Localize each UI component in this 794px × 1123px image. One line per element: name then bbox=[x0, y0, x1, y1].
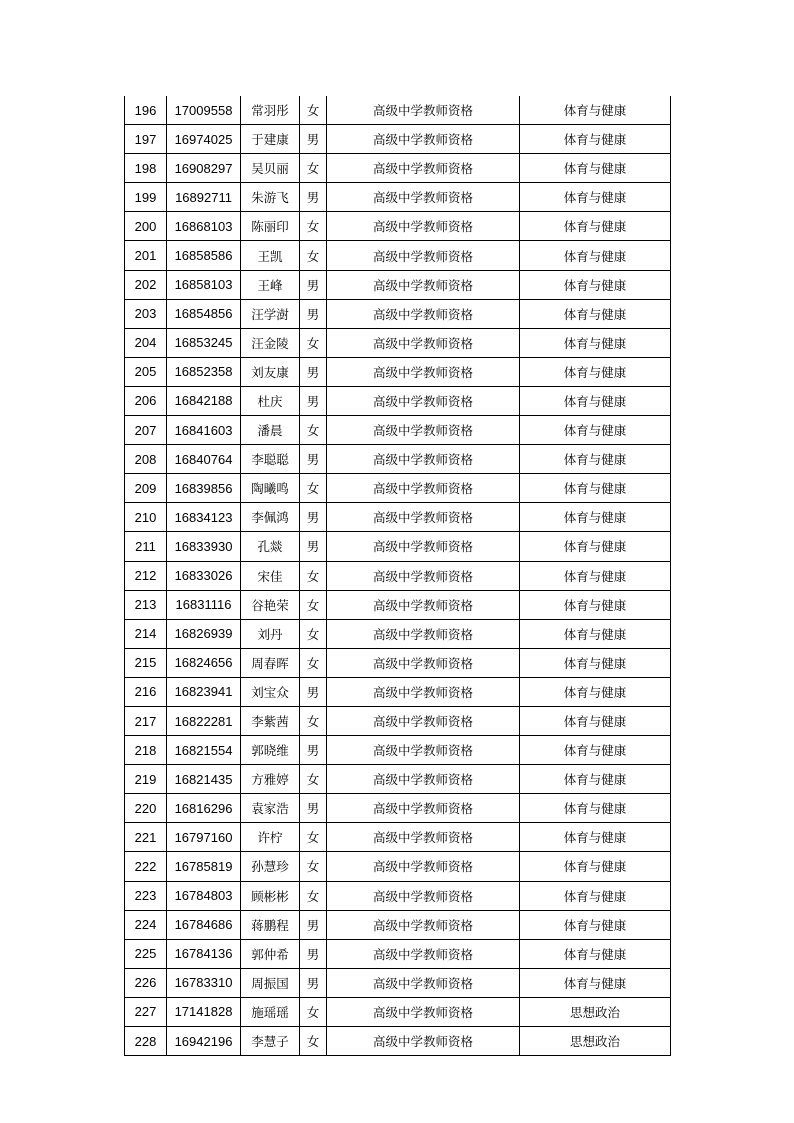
candidate-id-cell: 16852358 bbox=[167, 357, 241, 386]
candidate-id-cell: 16821554 bbox=[167, 736, 241, 765]
subject-cell: 体育与健康 bbox=[520, 299, 671, 328]
subject-cell: 体育与健康 bbox=[520, 590, 671, 619]
candidate-id-cell: 16784686 bbox=[167, 910, 241, 939]
table-row bbox=[125, 125, 671, 154]
candidate-id-cell: 16841603 bbox=[167, 416, 241, 445]
qualification-cell: 高级中学教师资格 bbox=[327, 561, 520, 590]
table-row bbox=[125, 968, 671, 997]
subject-cell: 体育与健康 bbox=[520, 852, 671, 881]
table-row bbox=[125, 794, 671, 823]
gender-cell: 男 bbox=[300, 270, 327, 299]
candidate-id-cell: 16974025 bbox=[167, 125, 241, 154]
candidate-id-cell: 16858586 bbox=[167, 241, 241, 270]
seq-cell: 210 bbox=[125, 503, 167, 532]
gender-cell: 女 bbox=[300, 416, 327, 445]
subject-cell: 体育与健康 bbox=[520, 532, 671, 561]
candidate-id-cell: 16823941 bbox=[167, 677, 241, 706]
name-cell: 许柠 bbox=[241, 823, 300, 852]
candidate-id-cell: 16833930 bbox=[167, 532, 241, 561]
qualification-cell: 高级中学教师资格 bbox=[327, 445, 520, 474]
subject-cell: 体育与健康 bbox=[520, 939, 671, 968]
gender-cell: 男 bbox=[300, 125, 327, 154]
subject-cell: 体育与健康 bbox=[520, 474, 671, 503]
subject-cell: 体育与健康 bbox=[520, 357, 671, 386]
seq-cell: 226 bbox=[125, 968, 167, 997]
name-cell: 顾彬彬 bbox=[241, 881, 300, 910]
gender-cell: 女 bbox=[300, 328, 327, 357]
seq-cell: 219 bbox=[125, 765, 167, 794]
table-row bbox=[125, 765, 671, 794]
name-cell: 潘晨 bbox=[241, 416, 300, 445]
gender-cell: 男 bbox=[300, 299, 327, 328]
table-row bbox=[125, 852, 671, 881]
name-cell: 李紫茜 bbox=[241, 706, 300, 735]
name-cell: 李佩鸿 bbox=[241, 503, 300, 532]
roster-body bbox=[125, 96, 671, 1056]
qualification-cell: 高级中学教师资格 bbox=[327, 939, 520, 968]
table-row bbox=[125, 561, 671, 590]
qualification-cell: 高级中学教师资格 bbox=[327, 125, 520, 154]
name-cell: 孔燚 bbox=[241, 532, 300, 561]
seq-cell: 197 bbox=[125, 125, 167, 154]
candidate-id-cell: 16821435 bbox=[167, 765, 241, 794]
qualification-cell: 高级中学教师资格 bbox=[327, 648, 520, 677]
qualification-cell: 高级中学教师资格 bbox=[327, 997, 520, 1026]
gender-cell: 女 bbox=[300, 561, 327, 590]
seq-cell: 215 bbox=[125, 648, 167, 677]
subject-cell: 体育与健康 bbox=[520, 881, 671, 910]
subject-cell: 体育与健康 bbox=[520, 823, 671, 852]
name-cell: 刘友康 bbox=[241, 357, 300, 386]
gender-cell: 男 bbox=[300, 794, 327, 823]
table-row bbox=[125, 474, 671, 503]
seq-cell: 201 bbox=[125, 241, 167, 270]
gender-cell: 女 bbox=[300, 997, 327, 1026]
gender-cell: 男 bbox=[300, 968, 327, 997]
qualification-cell: 高级中学教师资格 bbox=[327, 212, 520, 241]
candidate-id-cell: 16942196 bbox=[167, 1027, 241, 1056]
gender-cell: 女 bbox=[300, 154, 327, 183]
seq-cell: 209 bbox=[125, 474, 167, 503]
seq-cell: 222 bbox=[125, 852, 167, 881]
name-cell: 周春晖 bbox=[241, 648, 300, 677]
qualification-cell: 高级中学教师资格 bbox=[327, 270, 520, 299]
table-row bbox=[125, 881, 671, 910]
name-cell: 刘丹 bbox=[241, 619, 300, 648]
candidate-id-cell: 16824656 bbox=[167, 648, 241, 677]
seq-cell: 205 bbox=[125, 357, 167, 386]
gender-cell: 男 bbox=[300, 910, 327, 939]
candidate-id-cell: 17141828 bbox=[167, 997, 241, 1026]
gender-cell: 男 bbox=[300, 736, 327, 765]
seq-cell: 214 bbox=[125, 619, 167, 648]
gender-cell: 女 bbox=[300, 96, 327, 125]
name-cell: 蒋鹏程 bbox=[241, 910, 300, 939]
name-cell: 郭仲希 bbox=[241, 939, 300, 968]
name-cell: 李聪聪 bbox=[241, 445, 300, 474]
table-row bbox=[125, 96, 671, 125]
qualification-cell: 高级中学教师资格 bbox=[327, 706, 520, 735]
gender-cell: 女 bbox=[300, 706, 327, 735]
qualification-cell: 高级中学教师资格 bbox=[327, 968, 520, 997]
candidate-id-cell: 16892711 bbox=[167, 183, 241, 212]
name-cell: 周振国 bbox=[241, 968, 300, 997]
gender-cell: 男 bbox=[300, 386, 327, 415]
seq-cell: 207 bbox=[125, 416, 167, 445]
table-row bbox=[125, 1027, 671, 1056]
seq-cell: 223 bbox=[125, 881, 167, 910]
gender-cell: 男 bbox=[300, 445, 327, 474]
subject-cell: 体育与健康 bbox=[520, 968, 671, 997]
subject-cell: 体育与健康 bbox=[520, 561, 671, 590]
seq-cell: 208 bbox=[125, 445, 167, 474]
qualification-cell: 高级中学教师资格 bbox=[327, 299, 520, 328]
gender-cell: 女 bbox=[300, 881, 327, 910]
qualification-cell: 高级中学教师资格 bbox=[327, 910, 520, 939]
table-row bbox=[125, 445, 671, 474]
gender-cell: 女 bbox=[300, 474, 327, 503]
name-cell: 谷艳荣 bbox=[241, 590, 300, 619]
table-row bbox=[125, 299, 671, 328]
subject-cell: 体育与健康 bbox=[520, 241, 671, 270]
subject-cell: 体育与健康 bbox=[520, 706, 671, 735]
gender-cell: 男 bbox=[300, 677, 327, 706]
candidate-id-cell: 16822281 bbox=[167, 706, 241, 735]
qualification-cell: 高级中学教师资格 bbox=[327, 619, 520, 648]
subject-cell: 体育与健康 bbox=[520, 154, 671, 183]
qualification-cell: 高级中学教师资格 bbox=[327, 241, 520, 270]
qualification-cell: 高级中学教师资格 bbox=[327, 357, 520, 386]
name-cell: 汪学澍 bbox=[241, 299, 300, 328]
subject-cell: 体育与健康 bbox=[520, 910, 671, 939]
table-row bbox=[125, 619, 671, 648]
seq-cell: 217 bbox=[125, 706, 167, 735]
name-cell: 刘宝众 bbox=[241, 677, 300, 706]
qualification-cell: 高级中学教师资格 bbox=[327, 823, 520, 852]
table-row bbox=[125, 241, 671, 270]
subject-cell: 体育与健康 bbox=[520, 765, 671, 794]
subject-cell: 体育与健康 bbox=[520, 794, 671, 823]
seq-cell: 220 bbox=[125, 794, 167, 823]
subject-cell: 体育与健康 bbox=[520, 677, 671, 706]
candidate-id-cell: 16826939 bbox=[167, 619, 241, 648]
qualification-cell: 高级中学教师资格 bbox=[327, 590, 520, 619]
candidate-id-cell: 17009558 bbox=[167, 96, 241, 125]
gender-cell: 男 bbox=[300, 939, 327, 968]
subject-cell: 思想政治 bbox=[520, 997, 671, 1026]
seq-cell: 221 bbox=[125, 823, 167, 852]
qualification-cell: 高级中学教师资格 bbox=[327, 416, 520, 445]
name-cell: 郭晓维 bbox=[241, 736, 300, 765]
name-cell: 陶曦鸣 bbox=[241, 474, 300, 503]
table-row bbox=[125, 386, 671, 415]
seq-cell: 199 bbox=[125, 183, 167, 212]
gender-cell: 男 bbox=[300, 357, 327, 386]
qualification-cell: 高级中学教师资格 bbox=[327, 852, 520, 881]
name-cell: 常羽彤 bbox=[241, 96, 300, 125]
table-row bbox=[125, 183, 671, 212]
name-cell: 宋佳 bbox=[241, 561, 300, 590]
table-row bbox=[125, 648, 671, 677]
name-cell: 李慧子 bbox=[241, 1027, 300, 1056]
table-row bbox=[125, 677, 671, 706]
seq-cell: 216 bbox=[125, 677, 167, 706]
subject-cell: 体育与健康 bbox=[520, 212, 671, 241]
table-row bbox=[125, 823, 671, 852]
candidate-id-cell: 16834123 bbox=[167, 503, 241, 532]
subject-cell: 体育与健康 bbox=[520, 270, 671, 299]
gender-cell: 女 bbox=[300, 765, 327, 794]
candidate-id-cell: 16854856 bbox=[167, 299, 241, 328]
candidate-id-cell: 16839856 bbox=[167, 474, 241, 503]
candidate-id-cell: 16908297 bbox=[167, 154, 241, 183]
name-cell: 王峰 bbox=[241, 270, 300, 299]
candidate-id-cell: 16858103 bbox=[167, 270, 241, 299]
qualification-cell: 高级中学教师资格 bbox=[327, 1027, 520, 1056]
name-cell: 吴贝丽 bbox=[241, 154, 300, 183]
name-cell: 孙慧珍 bbox=[241, 852, 300, 881]
subject-cell: 体育与健康 bbox=[520, 416, 671, 445]
table-row bbox=[125, 270, 671, 299]
candidate-id-cell: 16785819 bbox=[167, 852, 241, 881]
candidate-id-cell: 16783310 bbox=[167, 968, 241, 997]
subject-cell: 体育与健康 bbox=[520, 125, 671, 154]
table-row bbox=[125, 910, 671, 939]
seq-cell: 218 bbox=[125, 736, 167, 765]
name-cell: 杜庆 bbox=[241, 386, 300, 415]
seq-cell: 225 bbox=[125, 939, 167, 968]
candidate-id-cell: 16840764 bbox=[167, 445, 241, 474]
table-row bbox=[125, 154, 671, 183]
seq-cell: 196 bbox=[125, 96, 167, 125]
table-row bbox=[125, 212, 671, 241]
gender-cell: 女 bbox=[300, 619, 327, 648]
candidate-id-cell: 16816296 bbox=[167, 794, 241, 823]
qualification-cell: 高级中学教师资格 bbox=[327, 154, 520, 183]
gender-cell: 女 bbox=[300, 648, 327, 677]
name-cell: 于建康 bbox=[241, 125, 300, 154]
table-row bbox=[125, 328, 671, 357]
candidate-id-cell: 16784803 bbox=[167, 881, 241, 910]
table-row bbox=[125, 939, 671, 968]
subject-cell: 体育与健康 bbox=[520, 183, 671, 212]
seq-cell: 203 bbox=[125, 299, 167, 328]
qualification-cell: 高级中学教师资格 bbox=[327, 183, 520, 212]
subject-cell: 体育与健康 bbox=[520, 386, 671, 415]
table-row bbox=[125, 357, 671, 386]
gender-cell: 男 bbox=[300, 532, 327, 561]
qualification-cell: 高级中学教师资格 bbox=[327, 96, 520, 125]
table-row bbox=[125, 590, 671, 619]
gender-cell: 女 bbox=[300, 590, 327, 619]
table-row bbox=[125, 532, 671, 561]
candidate-id-cell: 16868103 bbox=[167, 212, 241, 241]
qualification-cell: 高级中学教师资格 bbox=[327, 503, 520, 532]
roster-table bbox=[124, 96, 671, 1056]
table-row bbox=[125, 997, 671, 1026]
candidate-id-cell: 16784136 bbox=[167, 939, 241, 968]
name-cell: 朱游飞 bbox=[241, 183, 300, 212]
seq-cell: 202 bbox=[125, 270, 167, 299]
table-row bbox=[125, 416, 671, 445]
gender-cell: 女 bbox=[300, 241, 327, 270]
qualification-cell: 高级中学教师资格 bbox=[327, 794, 520, 823]
seq-cell: 213 bbox=[125, 590, 167, 619]
gender-cell: 女 bbox=[300, 852, 327, 881]
subject-cell: 体育与健康 bbox=[520, 736, 671, 765]
subject-cell: 体育与健康 bbox=[520, 619, 671, 648]
name-cell: 袁家浩 bbox=[241, 794, 300, 823]
table-row bbox=[125, 736, 671, 765]
seq-cell: 212 bbox=[125, 561, 167, 590]
candidate-id-cell: 16842188 bbox=[167, 386, 241, 415]
subject-cell: 体育与健康 bbox=[520, 96, 671, 125]
seq-cell: 204 bbox=[125, 328, 167, 357]
qualification-cell: 高级中学教师资格 bbox=[327, 386, 520, 415]
subject-cell: 体育与健康 bbox=[520, 445, 671, 474]
candidate-id-cell: 16833026 bbox=[167, 561, 241, 590]
seq-cell: 200 bbox=[125, 212, 167, 241]
seq-cell: 211 bbox=[125, 532, 167, 561]
subject-cell: 体育与健康 bbox=[520, 648, 671, 677]
name-cell: 方雅婷 bbox=[241, 765, 300, 794]
qualification-cell: 高级中学教师资格 bbox=[327, 765, 520, 794]
gender-cell: 男 bbox=[300, 183, 327, 212]
name-cell: 汪金陵 bbox=[241, 328, 300, 357]
table-row bbox=[125, 706, 671, 735]
seq-cell: 228 bbox=[125, 1027, 167, 1056]
name-cell: 施瑶瑶 bbox=[241, 997, 300, 1026]
qualification-cell: 高级中学教师资格 bbox=[327, 532, 520, 561]
qualification-cell: 高级中学教师资格 bbox=[327, 474, 520, 503]
seq-cell: 227 bbox=[125, 997, 167, 1026]
candidate-id-cell: 16853245 bbox=[167, 328, 241, 357]
gender-cell: 男 bbox=[300, 503, 327, 532]
seq-cell: 198 bbox=[125, 154, 167, 183]
qualification-cell: 高级中学教师资格 bbox=[327, 328, 520, 357]
qualification-cell: 高级中学教师资格 bbox=[327, 677, 520, 706]
qualification-cell: 高级中学教师资格 bbox=[327, 881, 520, 910]
name-cell: 陈丽印 bbox=[241, 212, 300, 241]
name-cell: 王凯 bbox=[241, 241, 300, 270]
gender-cell: 女 bbox=[300, 1027, 327, 1056]
subject-cell: 体育与健康 bbox=[520, 503, 671, 532]
seq-cell: 206 bbox=[125, 386, 167, 415]
qualification-cell: 高级中学教师资格 bbox=[327, 736, 520, 765]
gender-cell: 女 bbox=[300, 823, 327, 852]
candidate-id-cell: 16797160 bbox=[167, 823, 241, 852]
gender-cell: 女 bbox=[300, 212, 327, 241]
subject-cell: 体育与健康 bbox=[520, 328, 671, 357]
seq-cell: 224 bbox=[125, 910, 167, 939]
subject-cell: 思想政治 bbox=[520, 1027, 671, 1056]
table-row bbox=[125, 503, 671, 532]
candidate-id-cell: 16831116 bbox=[167, 590, 241, 619]
